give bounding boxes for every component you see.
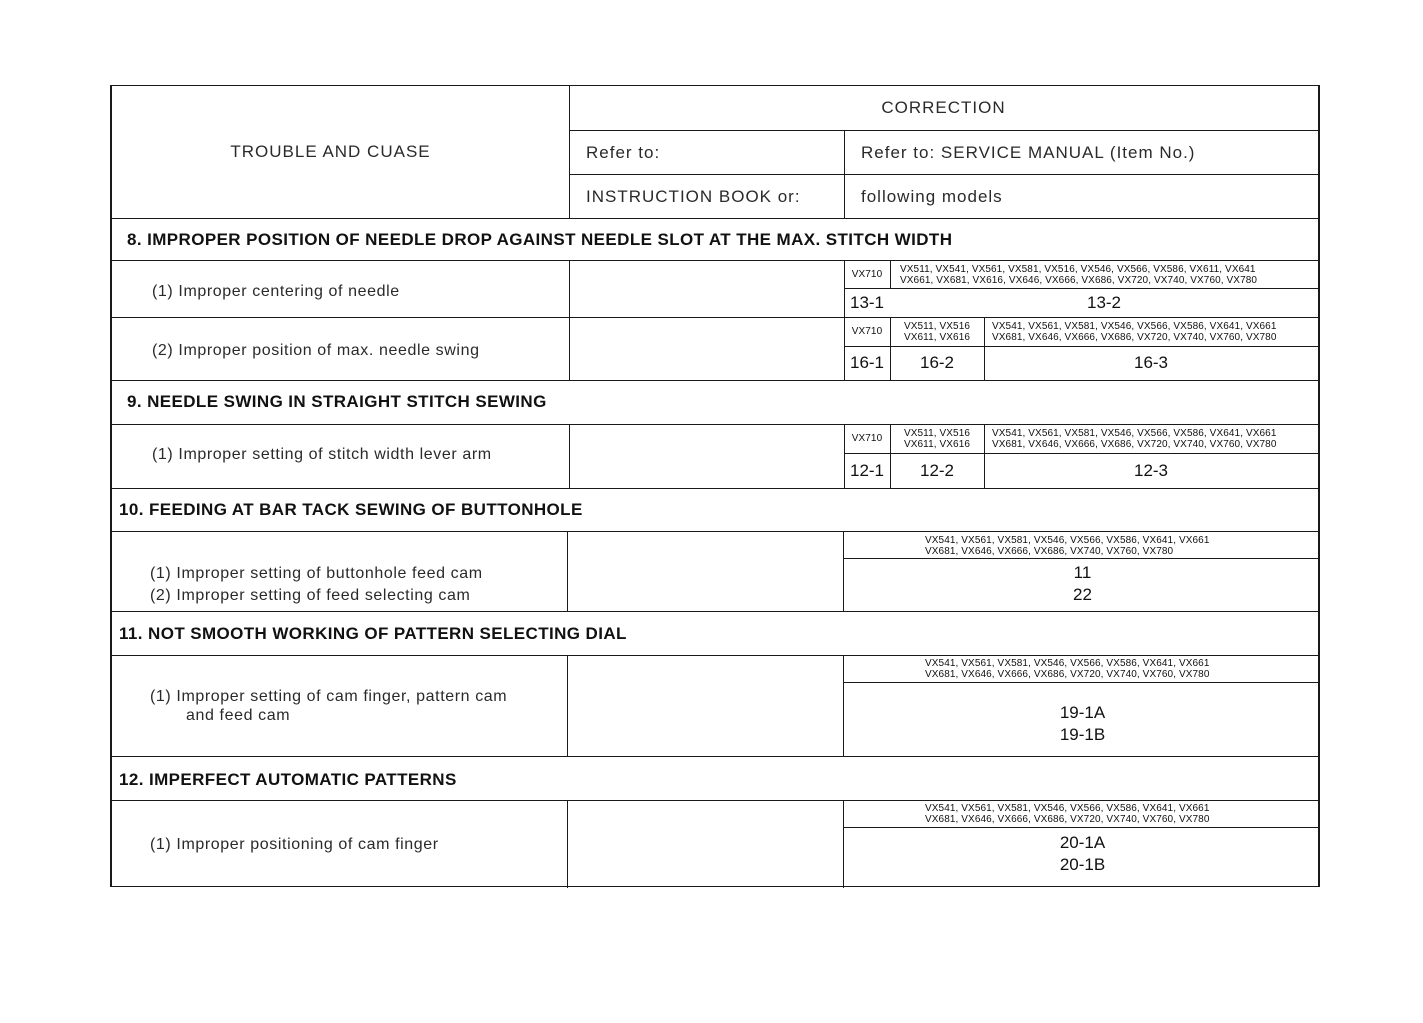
section-title: 9. NEEDLE SWING IN STRAIGHT STITCH SEWING [127,392,547,411]
header-trouble-and-cause: TROUBLE AND CUASE [230,142,431,161]
section-title: 8. IMPROPER POSITION OF NEEDLE DROP AGAINST NEEDLE SLOT AT THE MAX. STITCH WIDTH [127,230,953,249]
divider [112,756,1318,757]
divider [112,317,1318,318]
divider [843,682,1318,683]
model-label: VX710 [851,433,883,444]
section-title: 10. FEEDING AT BAR TACK SEWING OF BUTTONHOLE [119,500,583,519]
model-label: VX710 [851,326,883,337]
model-label: VX541, VX561, VX581, VX546, VX566, VX586, VX641, VX661 VX681, VX646, VX666, VX686, VX720, VX740, VX760, VX780 [992,428,1277,450]
model-label: VX541, VX561, VX581, VX546, VX566, VX586, VX641, VX661 VX681, VX646, VX666, VX686, VX720, VX740, VX760, VX780 [992,321,1277,343]
item-number: 12-3 [1133,460,1169,480]
divider [569,260,570,317]
divider [569,317,570,380]
model-label: VX541, VX561, VX581, VX546, VX566, VX586, VX641, VX661 VX681, VX646, VX666, VX686, VX740, VX760, VX780 [925,535,1210,557]
header-refer-to-instruction: Refer to: [586,143,661,162]
section-title: 12. IMPERFECT AUTOMATIC PATTERNS [119,770,457,789]
model-label: VX511, VX516 VX611, VX616 [903,428,971,450]
divider [890,260,891,288]
divider [112,260,1318,261]
model-label: VX511, VX516 VX611, VX616 [903,321,971,343]
trouble-correction-table [110,85,1320,887]
item-number: 12-2 [919,460,955,480]
divider [843,558,1318,559]
header-instruction-book: INSTRUCTION BOOK or: [586,187,801,206]
divider [567,655,568,756]
divider [112,611,1318,612]
divider [843,827,1318,828]
item-number: 19-1A [1059,703,1106,722]
header-refer-to-service-manual: Refer to: SERVICE MANUAL (Item No.) [861,143,1196,162]
item-number: 13-2 [1086,292,1122,312]
item-number: 20-1A [1059,833,1106,852]
item-number: 16-1 [849,353,885,372]
divider [112,800,1318,801]
divider [569,174,1318,175]
model-label: VX541, VX561, VX581, VX546, VX566, VX586, VX641, VX661 VX681, VX646, VX666, VX686, VX720, VX740, VX760, VX780 [925,803,1210,825]
divider [112,655,1318,656]
item-number: 22 [1073,585,1092,604]
model-label: VX541, VX561, VX581, VX546, VX566, VX586, VX641, VX661 VX681, VX646, VX666, VX686, VX720, VX740, VX760, VX780 [925,658,1210,680]
item-number: 16-3 [1133,353,1169,372]
item-number: 12-1 [849,460,885,480]
divider [569,424,570,488]
model-label: VX511, VX541, VX561, VX581, VX516, VX546, VX566, VX586, VX611, VX641 VX661, VX681, VX616, VX646, VX666, VX686, VX720, VX740, VX760, VX780 [900,264,1258,286]
item-number: 19-1B [1059,725,1106,744]
divider [112,218,1318,219]
header-following-models: following models [861,187,1003,206]
model-label: VX710 [851,268,883,280]
divider [569,130,1318,131]
cause-text: (1) Improper setting of cam finger, pattern cam and feed cam [150,688,508,724]
item-number-list [843,562,1322,606]
item-number-list [843,832,1322,876]
divider [844,130,845,218]
cause-text: (2) Improper position of max. needle swing [152,342,480,359]
item-number: 16-2 [919,353,955,372]
cause-text: (1) Improper setting of buttonhole feed cam (2) Improper setting of feed selecting cam [150,565,483,604]
item-number: 13-1 [849,292,885,312]
cause-text: (1) Improper positioning of cam finger [150,836,439,853]
cause-text: (1) Improper centering of needle [152,283,400,300]
item-number-list [843,702,1322,746]
divider [567,531,568,611]
divider [112,424,1318,425]
section-title: 11. NOT SMOOTH WORKING OF PATTERN SELECTING DIAL [119,624,627,643]
cause-text: (1) Improper setting of stitch width lever arm [152,446,492,463]
divider [112,488,1318,489]
divider [112,380,1318,381]
divider [112,531,1318,532]
item-number: 20-1B [1059,855,1106,874]
header-correction: CORRECTION [881,98,1006,117]
item-number: 11 [1073,563,1092,582]
divider [567,800,568,888]
